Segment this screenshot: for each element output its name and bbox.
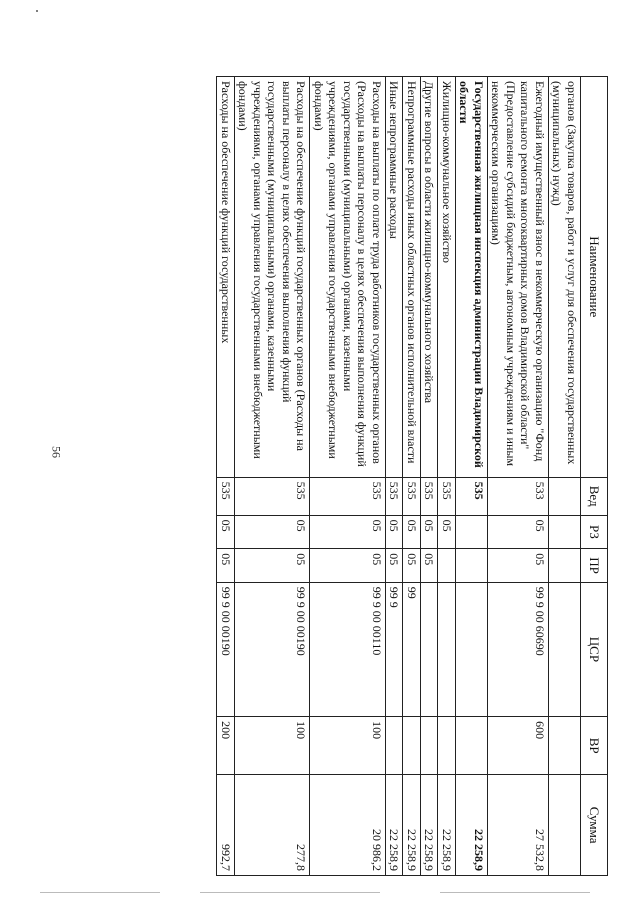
footer-rule-left: [40, 892, 160, 893]
header-vr: ВР: [581, 717, 608, 775]
table-row: [235, 77, 311, 876]
cell-sum: 22 258,9: [456, 775, 488, 876]
cell-sum: 27 532,8: [488, 775, 549, 876]
cell-csr: 99 9 00 00190: [217, 582, 235, 716]
cell-pr: 05: [421, 549, 439, 583]
header-rz: РЗ: [581, 515, 608, 549]
cell-sum: 992,7: [217, 775, 235, 876]
cell-vr: [438, 717, 456, 775]
rotated-table-container: [217, 76, 609, 876]
cell-ved: 535: [403, 477, 421, 515]
cell-ved: 535: [217, 477, 235, 515]
cell-rz: [456, 515, 488, 549]
table-row: [456, 77, 488, 876]
cell-vr: [549, 717, 581, 775]
cell-ved: 535: [456, 477, 488, 515]
cell-rz: [549, 515, 581, 549]
cell-csr: [438, 582, 456, 716]
cell-name: Жилищно-коммунальное хозяйство: [438, 77, 456, 478]
table-row: [549, 77, 581, 876]
cell-ved: 535: [310, 477, 386, 515]
cell-rz: 05: [217, 515, 235, 549]
cell-vr: [421, 717, 439, 775]
cell-pr: 05: [235, 549, 311, 583]
cell-name: органов (Закупка товаров, работ и услуг для обеспечения государственных (муниципальных) нужд): [549, 77, 581, 478]
cell-vr: [403, 717, 421, 775]
cell-vr: 100: [235, 717, 311, 775]
header-pr: ПР: [581, 549, 608, 583]
cell-vr: 200: [217, 717, 235, 775]
table-row: [310, 77, 386, 876]
cell-pr: 05: [488, 549, 549, 583]
cell-ved: 535: [438, 477, 456, 515]
cell-csr: [421, 582, 439, 716]
cell-sum: 22 258,9: [438, 775, 456, 876]
cell-rz: 05: [438, 515, 456, 549]
cell-sum: [549, 775, 581, 876]
cell-name: Расходы на обеспечение функций государственных: [217, 77, 235, 478]
cell-name: Ежегодный имущественный взнос в некоммерческую организацию "Фонд капитального ремонта многоквартирных домов Владимирской области" (Предоставление субсидий бюджетным, автономным учреждениям и иным некоммерческим организациям): [488, 77, 549, 478]
cell-ved: 535: [386, 477, 404, 515]
cell-pr: [549, 549, 581, 583]
cell-name: Непрограммные расходы иных областных органов исполнительной власти: [403, 77, 421, 478]
cell-rz: 05: [386, 515, 404, 549]
cell-vr: 600: [488, 717, 549, 775]
cell-sum: 20 986,2: [310, 775, 386, 876]
cell-name: Другие вопросы в области жилищно-коммунального хозяйства: [421, 77, 439, 478]
cell-vr: [456, 717, 488, 775]
cell-csr: [549, 582, 581, 716]
cell-name: Иные непрограммные расходы: [386, 77, 404, 478]
cell-sum: 277,8: [235, 775, 311, 876]
cell-vr: 100: [310, 717, 386, 775]
cell-sum: 22 258,9: [386, 775, 404, 876]
cell-sum: 22 258,9: [421, 775, 439, 876]
cell-rz: 05: [488, 515, 549, 549]
header-ved: Вед: [581, 477, 608, 515]
cell-name: Расходы на выплаты по оплате труда работников государственных органов (Расходы на выплаты персоналу в целях обеспечения выполнения функций государственными (муниципальными) органами, казенными учреждениями, органами управления государственными внебюджетными фондами): [310, 77, 386, 478]
cell-csr: 99 9 00 60690: [488, 582, 549, 716]
header-row: [581, 77, 608, 876]
footer-rule-right: [440, 892, 590, 893]
header-name: Наименование: [581, 77, 608, 478]
cell-sum: 22 258,9: [403, 775, 421, 876]
cell-ved: 535: [421, 477, 439, 515]
cell-csr: 99 9 00 00110: [310, 582, 386, 716]
cell-csr: 99 9: [386, 582, 404, 716]
table-row: [421, 77, 439, 876]
table-row: [217, 77, 235, 876]
cell-pr: 05: [403, 549, 421, 583]
cell-csr: 99 9 00 00190: [235, 582, 311, 716]
cell-csr: [456, 582, 488, 716]
cell-pr: [438, 549, 456, 583]
cell-name: Расходы на обеспечение функций государственных органов (Расходы на выплаты персоналу в целях обеспечения выполнения функций государственными (муниципальными) органами, казенными учреждениями, органами управления государственными внебюджетными фондами): [235, 77, 311, 478]
cell-rz: 05: [403, 515, 421, 549]
cell-ved: [549, 477, 581, 515]
cell-ved: 533: [488, 477, 549, 515]
cell-pr: 05: [386, 549, 404, 583]
cell-rz: 05: [310, 515, 386, 549]
cell-rz: 05: [235, 515, 311, 549]
budget-table: [217, 76, 609, 876]
cell-vr: [386, 717, 404, 775]
table-row: [403, 77, 421, 876]
footer-rule-mid: [200, 892, 380, 893]
header-csr: ЦСР: [581, 582, 608, 716]
page-number: 56: [49, 446, 64, 458]
scan-speck: [36, 10, 38, 12]
cell-rz: 05: [421, 515, 439, 549]
cell-pr: [456, 549, 488, 583]
cell-pr: 05: [310, 549, 386, 583]
table-row: [488, 77, 549, 876]
cell-ved: 535: [235, 477, 311, 515]
table-row: [386, 77, 404, 876]
table-row: [438, 77, 456, 876]
cell-name: Государственная жилищная инспекция администрации Владимирской области: [456, 77, 488, 478]
header-sum: Сумма: [581, 775, 608, 876]
cell-csr: 99: [403, 582, 421, 716]
cell-pr: 05: [217, 549, 235, 583]
